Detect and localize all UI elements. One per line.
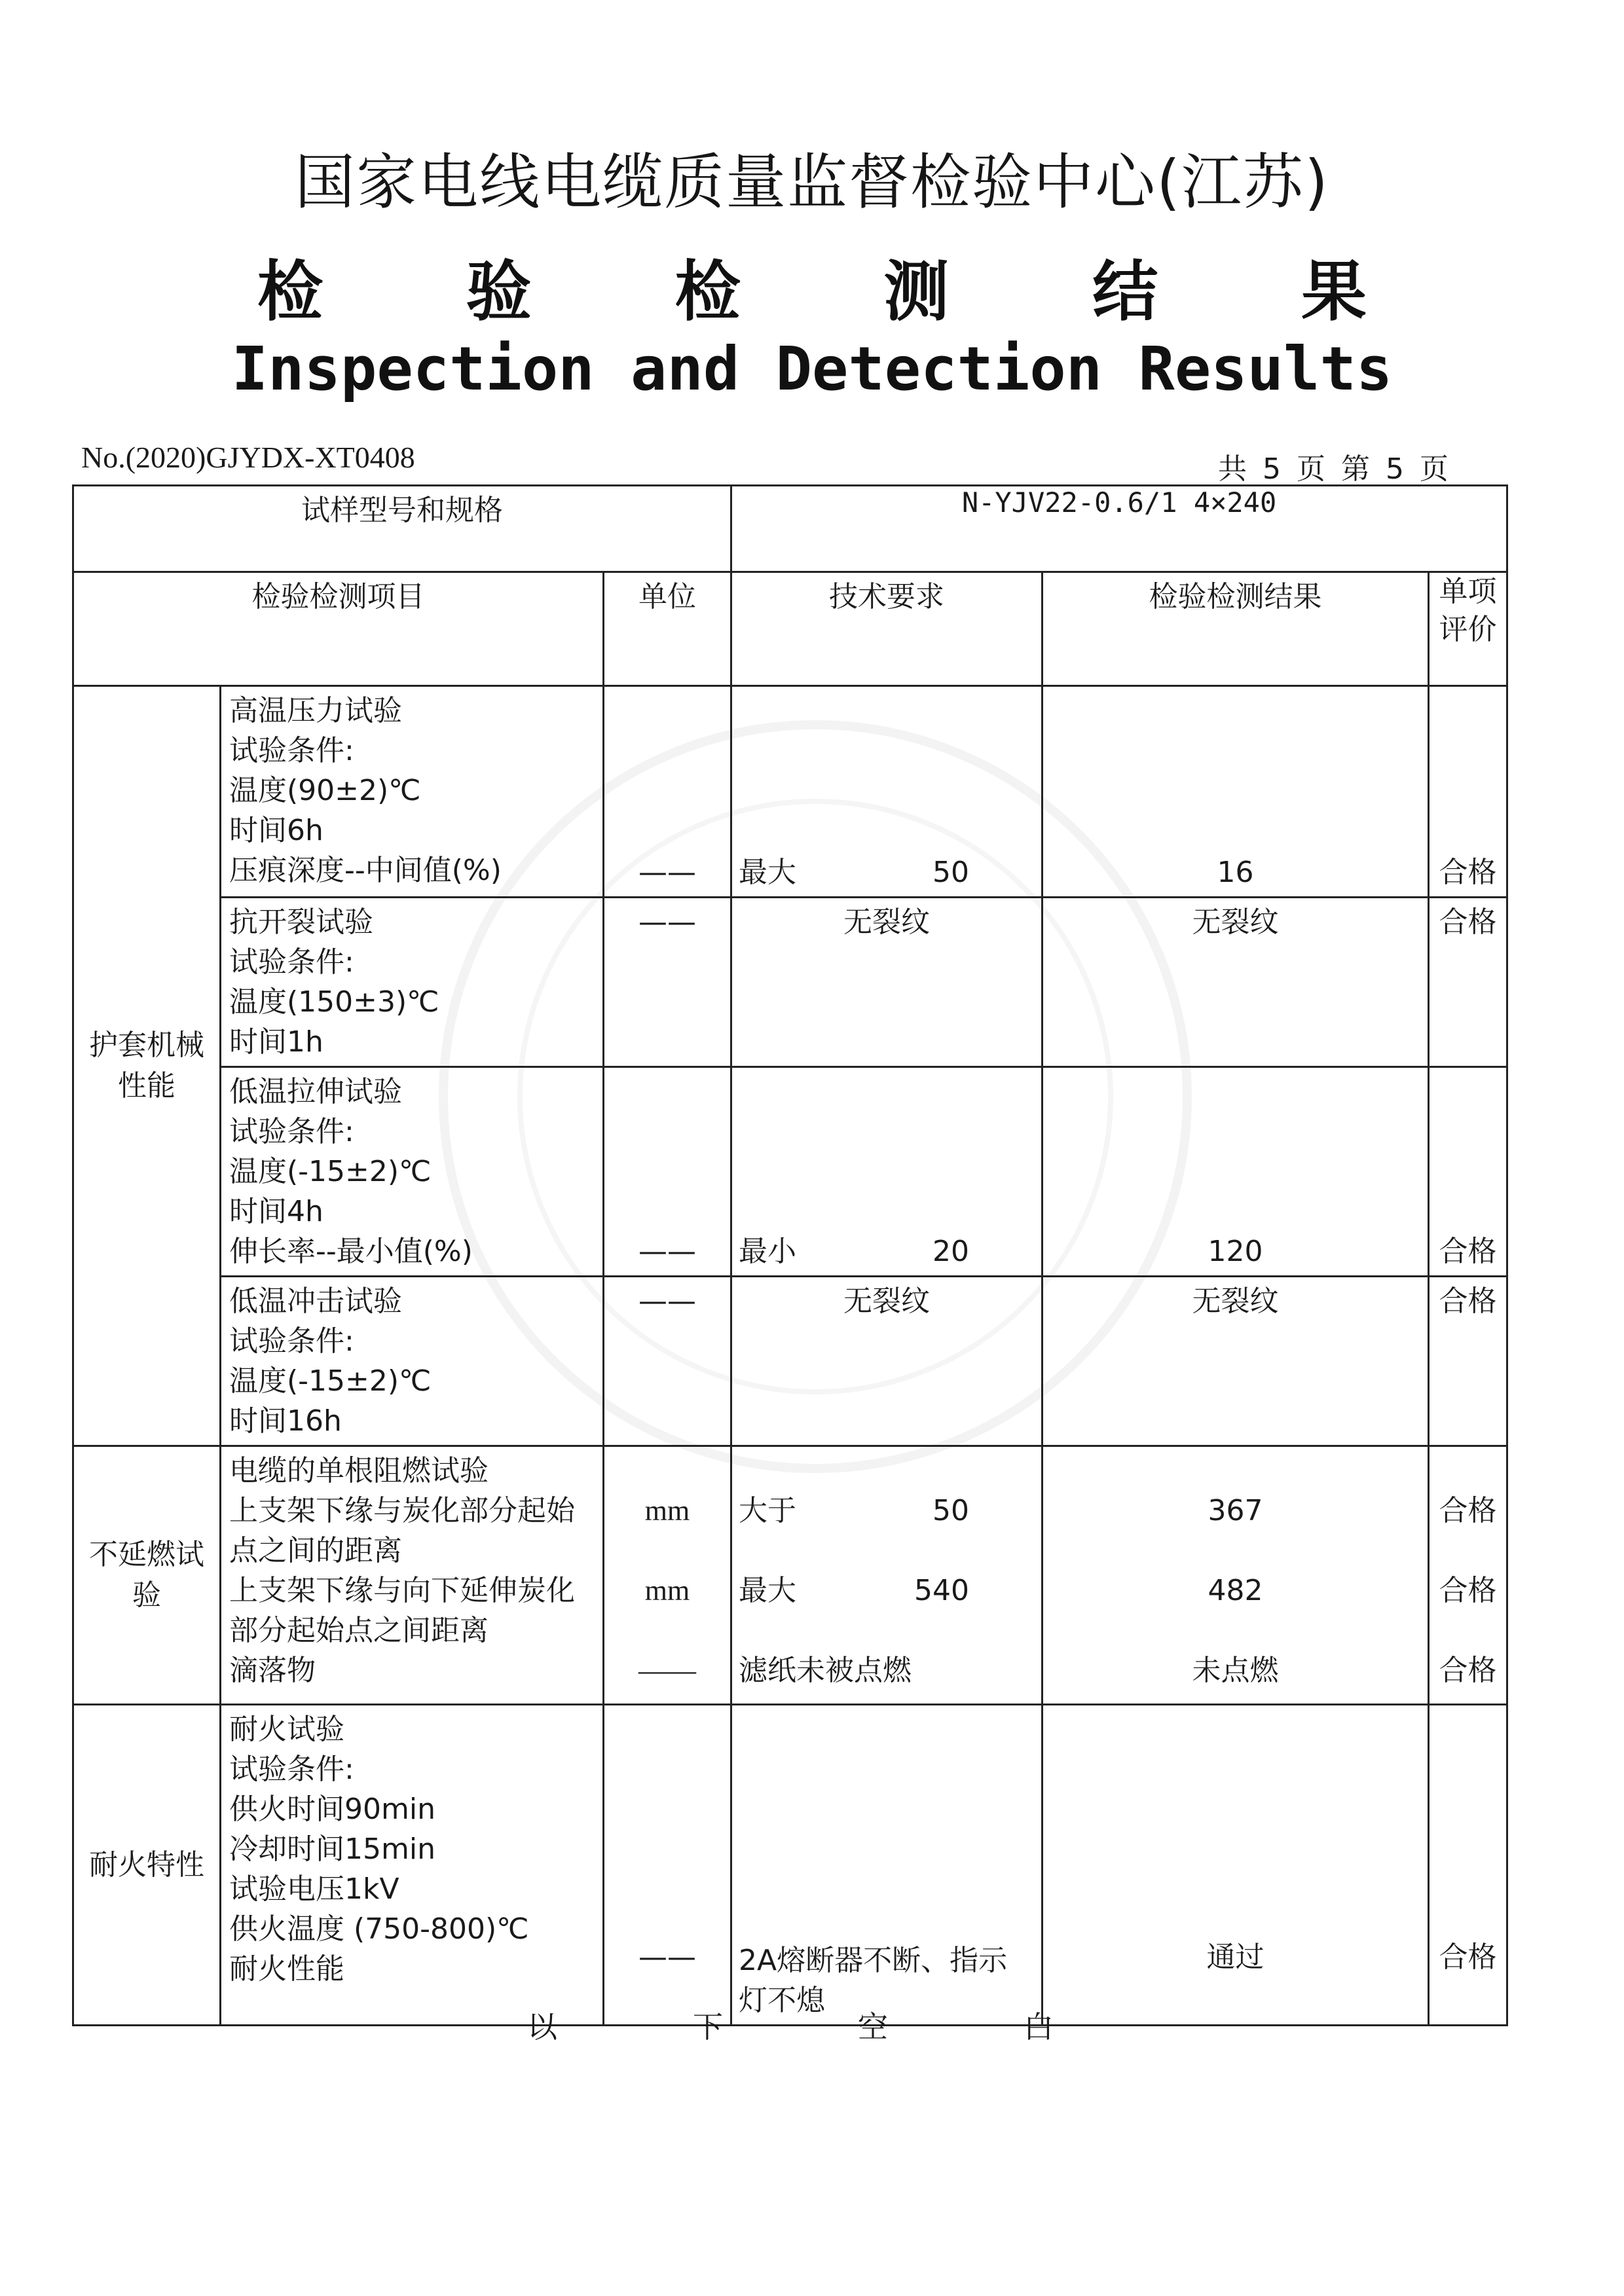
test-item-line: 冷却时间15min	[229, 1832, 435, 1866]
unit-cell	[604, 1705, 731, 2026]
unit-value: ——	[638, 856, 697, 889]
requirement-value	[739, 1571, 1035, 1650]
test-item	[221, 1067, 604, 1277]
test-item-line: 试验条件:	[229, 1324, 354, 1358]
requirement-number: 20	[932, 1235, 970, 1268]
evaluation-value: 合格	[1439, 1941, 1497, 1974]
result-cell	[1043, 1705, 1429, 2026]
test-item-line: 温度(90±2)℃	[229, 774, 421, 807]
end-mark-char: 空	[858, 2009, 888, 2045]
unit-cell	[604, 898, 731, 1067]
sample-row	[73, 486, 1507, 572]
result-cell	[1043, 898, 1429, 1067]
evaluation-value: 合格	[1439, 1494, 1497, 1527]
col-header-item: 检验检测项目	[73, 572, 604, 686]
unit-value: mm	[644, 1575, 690, 1607]
unit-value: ——	[638, 1941, 697, 1974]
test-item-line: 抗开裂试验	[229, 905, 373, 939]
end-mark-char: 下	[693, 2009, 723, 2045]
requirement-label: 大于	[739, 1494, 797, 1527]
test-item	[221, 898, 604, 1067]
unit-value: mm	[644, 1495, 690, 1527]
test-item-line: 电缆的单根阻燃试验	[229, 1454, 489, 1487]
unit-value: ——	[638, 905, 697, 939]
test-item-line: 时间6h	[229, 814, 323, 847]
test-item	[221, 1277, 604, 1446]
test-item-line: 低温冲击试验	[229, 1285, 402, 1318]
evaluation-value: 合格	[1439, 905, 1497, 939]
result-value: 367	[1208, 1494, 1263, 1527]
test-item	[221, 686, 604, 898]
document-title-en: Inspection and Detection Results	[231, 334, 1393, 404]
evaluation-value: 合格	[1439, 1285, 1497, 1318]
document-title-cn: 检 验 检 测 结 果	[257, 253, 1428, 330]
requirement-cell	[731, 1705, 1043, 2026]
test-item-line: 时间1h	[229, 1025, 323, 1059]
table-row	[73, 686, 1507, 898]
test-item-line: 上支架下缘与炭化部分起始点之间的距离	[229, 1494, 575, 1567]
requirement-value: 无裂纹	[843, 1285, 931, 1318]
test-item-line: 温度(-15±2)℃	[229, 1155, 432, 1188]
unit-value: ——	[638, 1285, 697, 1318]
result-cell	[1043, 1446, 1429, 1705]
result-value: 无裂纹	[1192, 1285, 1279, 1318]
requirement-label: 最小	[739, 1235, 797, 1268]
result-cell	[1043, 1277, 1429, 1446]
group-label	[73, 686, 221, 1446]
result-value: 482	[1208, 1574, 1263, 1607]
group-label	[73, 1446, 221, 1705]
column-header-row	[73, 572, 1507, 686]
table-row	[73, 1277, 1507, 1446]
requirement-value: 无裂纹	[843, 905, 931, 939]
unit-cell	[604, 686, 731, 898]
requirement-value: 2A熔断器不断、指示灯不熄	[739, 1944, 1008, 2017]
col-header-unit: 单位	[604, 572, 731, 686]
test-item-line: 时间16h	[229, 1404, 342, 1438]
test-item-line: 供火时间90min	[229, 1793, 435, 1826]
requirement-number: 50	[932, 1494, 970, 1527]
requirement-label: 最大	[739, 1574, 797, 1607]
sample-label: 试样型号和规格	[73, 486, 731, 572]
group-label-text: 护套机械性能	[89, 1029, 204, 1102]
sample-value: N-YJV22-0.6/1 4×240	[731, 486, 1507, 572]
unit-cell	[604, 1277, 731, 1446]
end-mark-char: 白	[1024, 2009, 1054, 2045]
unit-cell	[604, 1446, 731, 1705]
unit-cell	[604, 1067, 731, 1277]
requirement-cell	[731, 1277, 1043, 1446]
table-row	[73, 1067, 1507, 1277]
result-value: 16	[1217, 856, 1254, 889]
test-item-line: 供火温度 (750-800)℃	[229, 1912, 529, 1946]
result-value: 通过	[1206, 1941, 1264, 1974]
evaluation-cell	[1429, 898, 1507, 1067]
col-header-result: 检验检测结果	[1043, 572, 1429, 686]
requirement-value	[739, 852, 1035, 892]
test-item-line: 温度(-15±2)℃	[229, 1364, 432, 1398]
evaluation-cell	[1429, 686, 1507, 898]
test-item	[221, 1446, 604, 1705]
evaluation-value: 合格	[1439, 1654, 1497, 1687]
table-row	[73, 1705, 1507, 2026]
test-item-line: 试验条件:	[229, 1753, 354, 1786]
group-label: 耐火特性	[73, 1705, 221, 2026]
test-item-line: 滴落物	[229, 1654, 316, 1687]
evaluation-value: 合格	[1439, 1574, 1497, 1607]
unit-value: ——	[638, 1654, 697, 1686]
result-cell	[1043, 1067, 1429, 1277]
evaluation-value: 合格	[1439, 1235, 1497, 1268]
evaluation-cell	[1429, 1067, 1507, 1277]
requirement-number: 50	[932, 856, 970, 889]
test-item-line: 上支架下缘与向下延伸炭化部分起始点之间距离	[229, 1574, 575, 1647]
evaluation-cell	[1429, 1705, 1507, 2026]
test-item-line: 试验条件:	[229, 734, 354, 767]
requirement-cell	[731, 1067, 1043, 1277]
test-item-line: 耐火性能	[229, 1952, 344, 1986]
test-item	[221, 1705, 604, 2026]
result-value: 未点燃	[1192, 1654, 1279, 1687]
results-table	[72, 484, 1508, 2026]
group-label-text: 不延燃试验	[89, 1538, 204, 1612]
requirement-value: 滤纸未被点燃	[739, 1654, 912, 1687]
requirement-cell	[731, 898, 1043, 1067]
requirement-value	[739, 1491, 1035, 1571]
end-mark-char: 以	[527, 2009, 557, 2045]
test-item-line: 时间4h	[229, 1195, 323, 1228]
col-header-requirement: 技术要求	[731, 572, 1043, 686]
test-item-line: 高温压力试验	[229, 694, 402, 727]
test-item-line: 试验条件:	[229, 1115, 354, 1148]
page-info: 共 5 页 第 5 页	[1218, 452, 1449, 486]
requirement-value	[739, 1231, 1035, 1271]
test-item-line: 试验电压1kV	[229, 1872, 399, 1906]
requirement-label: 最大	[739, 856, 797, 889]
evaluation-cell	[1429, 1446, 1507, 1705]
test-item-line: 试验条件:	[229, 945, 354, 979]
report-number: No.(2020)GJYDX-XT0408	[81, 441, 415, 474]
requirement-cell	[731, 1446, 1043, 1705]
result-value: 无裂纹	[1192, 905, 1279, 939]
col-header-evaluation-text: 单项评价	[1439, 575, 1497, 646]
result-cell	[1043, 686, 1429, 898]
evaluation-value: 合格	[1439, 856, 1497, 889]
unit-value: ——	[638, 1235, 697, 1268]
result-value: 120	[1208, 1235, 1263, 1268]
organization-title: 国家电线电缆质量监督检验中心(江苏)	[295, 147, 1329, 217]
test-item-line: 压痕深度--中间值(%)	[229, 854, 502, 887]
evaluation-cell	[1429, 1277, 1507, 1446]
col-header-evaluation	[1429, 572, 1507, 686]
requirement-number: 540	[914, 1574, 970, 1607]
test-item-line: 伸长率--最小值(%)	[229, 1235, 473, 1268]
test-item-line: 耐火试验	[229, 1713, 344, 1746]
table-row	[73, 1446, 1507, 1705]
test-item-line: 温度(150±3)℃	[229, 985, 439, 1019]
test-item-line: 低温拉伸试验	[229, 1075, 402, 1108]
table-row	[73, 898, 1507, 1067]
requirement-cell	[731, 686, 1043, 898]
